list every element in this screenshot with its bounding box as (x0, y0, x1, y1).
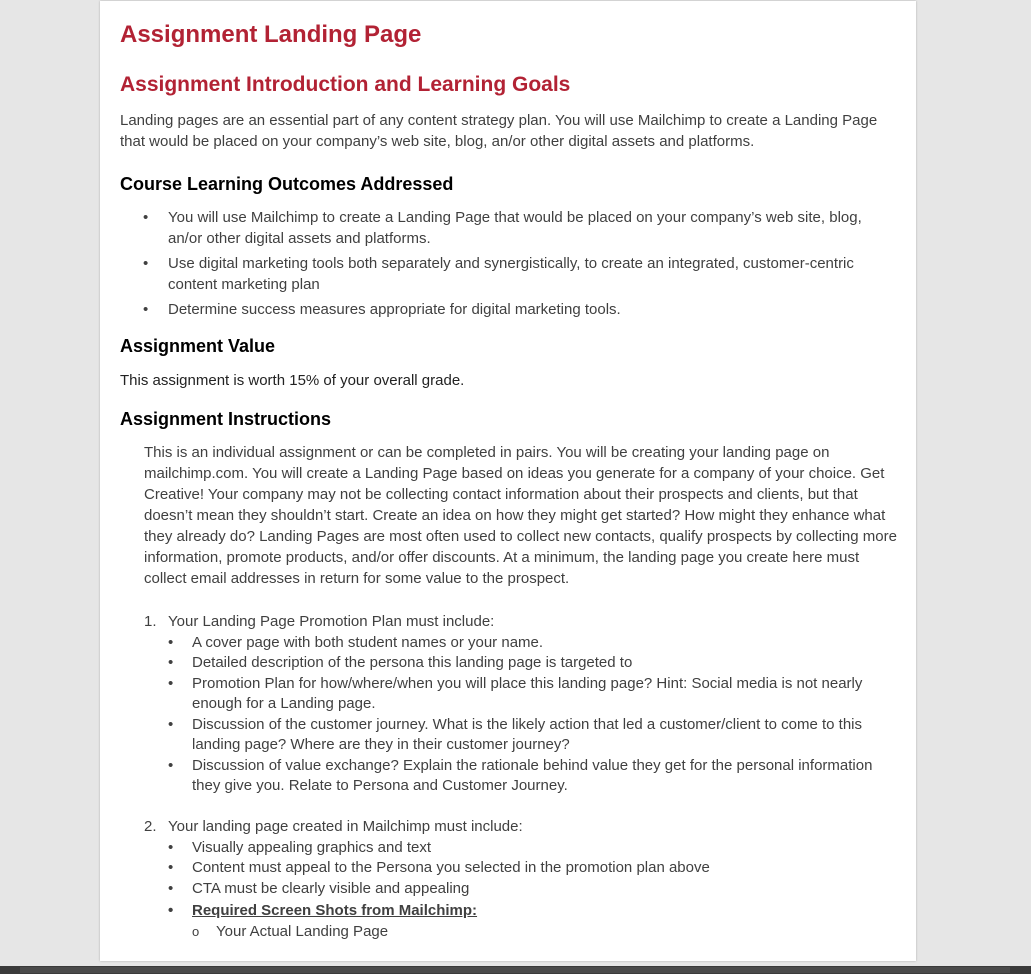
step-item-text: CTA must be clearly visible and appealing (192, 879, 470, 897)
document-page (100, 1, 916, 961)
bullet-icon: • (168, 859, 174, 876)
instructions-heading: Assignment Instructions (120, 409, 332, 429)
list-item (144, 653, 884, 674)
step-item-text: Promotion Plan for how/where/when you will place this landing page? Hint: Social media is not nearly enough for a Landing page. (192, 674, 863, 712)
bullet-icon: • (168, 654, 174, 671)
list-item (144, 858, 884, 879)
list-item (144, 756, 884, 797)
step-2 (144, 817, 884, 942)
step-item-text: Visually appealing graphics and text (192, 838, 432, 856)
step-1-items (144, 633, 884, 797)
step-item-text: Detailed description of the persona this landing page is targeted to (192, 654, 633, 671)
scrollbar-track[interactable] (20, 967, 1010, 973)
list-item (120, 299, 880, 320)
step-1-header (144, 612, 884, 633)
bullet-icon: • (168, 633, 174, 651)
document-title: Assignment Landing Page (120, 21, 422, 48)
value-paragraph: This assignment is worth 15% of your overall grade. (120, 372, 465, 389)
outcomes-heading: Course Learning Outcomes Addressed (120, 174, 454, 194)
list-item (144, 633, 884, 654)
intro-heading: Assignment Introduction and Learning Goals (120, 73, 571, 96)
list-item (144, 922, 884, 943)
bullet-icon: • (168, 879, 174, 897)
bullet-icon: • (168, 902, 174, 919)
step-number: 1. (144, 613, 157, 630)
bullet-icon: • (143, 255, 149, 272)
outcome-text: You will use Mailchimp to create a Landing Page that would be placed on your company’s web site, blog, an/or other digital assets and platforms. (168, 209, 862, 247)
required-screenshots-list (144, 922, 884, 943)
bullet-icon: • (143, 301, 149, 318)
outcome-text: Use digital marketing tools both separately and synergistically, to create an integrated, customer-centric content marketing plan (168, 255, 854, 293)
list-item (144, 879, 884, 900)
bullet-icon: • (168, 674, 174, 692)
instructions-paragraph: This is an individual assignment or can be completed in pairs. You will be creating your landing page on mailchimp.com. You will create a Landing Page based on ideas you generate for a company of your choice. Get Creative! Your company may not be collecting contact information about their prospects and clients, but that doesn’t mean they shouldn’t start. Create an idea on how they might get started? How might they enhance what they already do? Landing Pages are most often used to collect new contacts, qualify prospects by collecting more information, promote products, and/or offer discounts. At a minimum, the landing page you create here must collect email addresses in return for some value to the prospect. (144, 444, 897, 587)
outcome-text: Determine success measures appropriate for digital marketing tools. (168, 301, 621, 318)
list-item (144, 674, 884, 715)
outcomes-list (120, 207, 880, 320)
step-item-text: A cover page with both student names or your name. (192, 633, 544, 651)
list-item (120, 253, 880, 295)
step-number: 2. (144, 818, 157, 835)
step-text: Your Landing Page Promotion Plan must include: (168, 613, 495, 630)
circle-bullet-icon: o (192, 923, 200, 939)
step-text: Your landing page created in Mailchimp must include: (168, 818, 523, 835)
value-heading: Assignment Value (120, 336, 276, 356)
step-item-text: Discussion of value exchange? Explain the rationale behind value they get for the personal information they give you. Relate to Persona and Customer Journey. (192, 756, 873, 794)
step-item-text: Content must appeal to the Persona you selected in the promotion plan above (192, 859, 710, 876)
horizontal-scrollbar[interactable] (0, 966, 1031, 974)
bullet-icon: • (143, 209, 149, 226)
step-2-items (144, 838, 884, 922)
list-item (144, 838, 884, 859)
required-screenshots-label: Required Screen Shots from Mailchimp: (192, 902, 478, 919)
intro-paragraph: Landing pages are an essential part of any content strategy plan. You will use Mailchimp to create a Landing Page that would be placed on your company’s web site, blog, an/or other digital assets and platforms. (120, 112, 878, 150)
list-item (120, 207, 880, 249)
list-item (144, 715, 884, 756)
required-item-text: Your Actual Landing Page (216, 922, 389, 940)
list-item (144, 901, 884, 922)
bullet-icon: • (168, 838, 174, 856)
step-1 (144, 612, 884, 797)
step-2-header (144, 817, 884, 838)
step-item-text: Discussion of the customer journey. What is the likely action that led a customer/client to come to this landing page? Where are they in their customer journey? (192, 715, 863, 753)
bullet-icon: • (168, 715, 174, 733)
bullet-icon: • (168, 756, 174, 774)
